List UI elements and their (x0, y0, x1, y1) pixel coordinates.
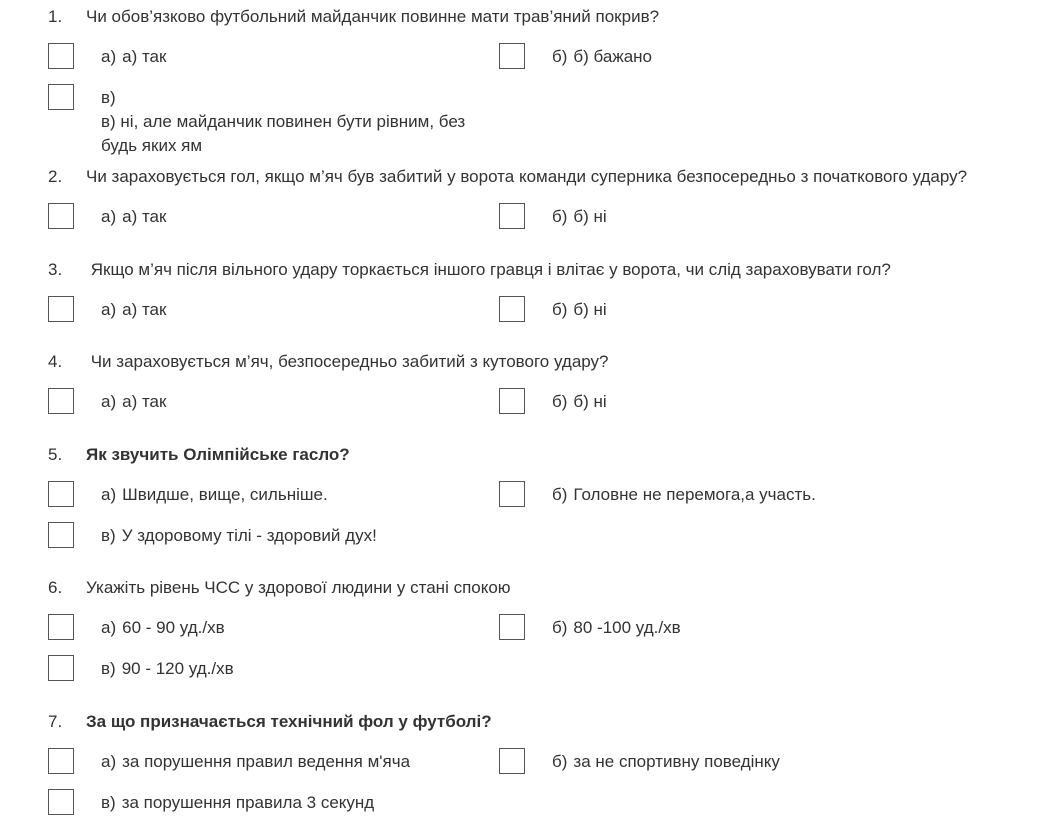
option-checkbox[interactable] (48, 203, 74, 229)
option-letter: в) (101, 526, 116, 545)
question-title (48, 576, 511, 600)
option-letter: б) (552, 618, 568, 637)
option-letter: а) (101, 752, 117, 771)
option-text: а) так (122, 300, 167, 319)
option-checkbox[interactable] (48, 84, 74, 110)
option-text: а) так (122, 207, 167, 226)
option-label (552, 298, 607, 322)
option-checkbox[interactable] (48, 522, 74, 548)
option-checkbox[interactable] (48, 748, 74, 774)
option-text: а) так (122, 392, 167, 411)
option-label (552, 616, 681, 640)
option-checkbox[interactable] (499, 388, 525, 414)
option-text: У здоровому тілі - здоровий дух! (121, 526, 377, 545)
option-letter: а) (101, 618, 117, 637)
question-number: 4. (48, 352, 63, 371)
option-text: в) ні, але майданчик повинен бути рівним, без будь яких ям (101, 112, 466, 155)
option-letter: б) (552, 300, 568, 319)
option-checkbox[interactable] (499, 748, 525, 774)
question-number: 1. (48, 7, 63, 26)
question-title (48, 710, 492, 734)
option-label (101, 616, 225, 640)
option-label (552, 390, 607, 414)
question-text: Як звучить Олімпійське гасло? (86, 445, 350, 464)
option-label (101, 86, 481, 158)
question-title (48, 258, 891, 282)
option-label (101, 750, 410, 774)
option-label (552, 483, 816, 507)
option-letter: б) (552, 207, 568, 226)
option-label (101, 205, 166, 229)
option-checkbox[interactable] (499, 481, 525, 507)
option-letter: а) (101, 207, 117, 226)
option-checkbox[interactable] (499, 43, 525, 69)
option-text: за порушення правила 3 секунд (121, 793, 375, 812)
option-checkbox[interactable] (48, 481, 74, 507)
option-letter: в) (101, 88, 116, 107)
option-checkbox[interactable] (48, 789, 74, 815)
question-title (48, 350, 609, 374)
option-text: б) ні (573, 300, 607, 319)
option-label (101, 483, 328, 507)
option-text: б) ні (573, 207, 607, 226)
option-text: за не спортивну поведінку (573, 752, 780, 771)
question-title (48, 443, 350, 467)
option-checkbox[interactable] (499, 296, 525, 322)
question-number: 5. (48, 445, 63, 464)
option-checkbox[interactable] (48, 614, 74, 640)
option-letter: в) (101, 659, 116, 678)
option-checkbox[interactable] (48, 43, 74, 69)
option-label (101, 657, 234, 681)
option-letter: б) (552, 47, 568, 66)
option-text: б) ні (573, 392, 607, 411)
option-text: 60 - 90 уд./хв (122, 618, 225, 637)
option-label (101, 45, 166, 69)
question-number: 3. (48, 260, 63, 279)
option-text: Швидше, вище, сильніше. (122, 485, 328, 504)
question-title (48, 5, 659, 29)
option-text: 80 -100 уд./хв (573, 618, 681, 637)
question-text: Чи зараховується гол, якщо м’яч був забитий у ворота команди суперника безпосередньо з початкового удару? (86, 167, 968, 186)
question-number: 6. (48, 578, 63, 597)
option-letter: б) (552, 752, 568, 771)
option-label (552, 205, 607, 229)
option-letter: а) (101, 300, 117, 319)
option-label (101, 791, 374, 815)
option-letter: а) (101, 392, 117, 411)
option-text: за порушення правил ведення м'яча (122, 752, 411, 771)
option-checkbox[interactable] (48, 388, 74, 414)
option-label (101, 524, 377, 548)
option-label (552, 45, 652, 69)
option-label (101, 390, 166, 414)
question-title (48, 165, 967, 189)
question-text: Якщо м’яч після вільного удару торкається іншого гравця і влітає у ворота, чи слід зараховувати гол? (86, 260, 891, 279)
question-number: 2. (48, 167, 63, 186)
option-letter: в) (101, 793, 116, 812)
option-checkbox[interactable] (499, 203, 525, 229)
option-text: Головне не перемога,а участь. (573, 485, 816, 504)
option-letter: а) (101, 47, 117, 66)
option-text: 90 - 120 уд./хв (121, 659, 234, 678)
option-letter: б) (552, 392, 568, 411)
question-text: Укажіть рівень ЧСС у здорової людини у стані спокою (86, 578, 511, 597)
option-text: б) бажано (573, 47, 652, 66)
option-checkbox[interactable] (48, 655, 74, 681)
option-text: а) так (122, 47, 167, 66)
option-checkbox[interactable] (499, 614, 525, 640)
question-text: Чи обов’язково футбольний майданчик повинне мати трав’яний покрив? (86, 7, 660, 26)
option-label (101, 298, 166, 322)
option-checkbox[interactable] (48, 296, 74, 322)
question-number: 7. (48, 712, 63, 731)
option-letter: а) (101, 485, 117, 504)
question-text: За що призначається технічний фол у футболі? (86, 712, 492, 731)
option-letter: б) (552, 485, 568, 504)
option-label (552, 750, 780, 774)
question-text: Чи зараховується м’яч, безпосередньо забитий з кутового удару? (86, 352, 609, 371)
